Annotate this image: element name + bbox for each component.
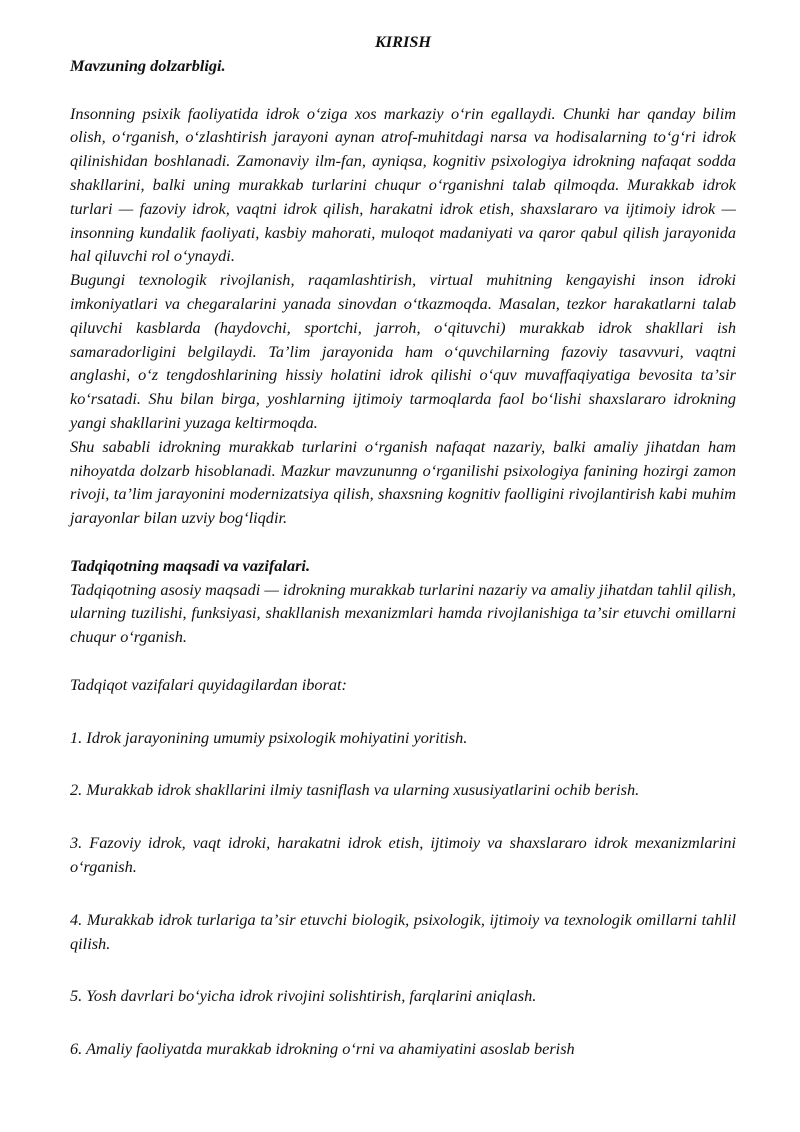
section-heading-relevance: Mavzuning dolzarbligi. — [70, 56, 226, 75]
section-heading-goals: Tadqiqotning maqsadi va vazifalari. — [70, 555, 311, 575]
list-item: 6. Amaliy faoliyatda murakkab idrokning oʻrni va ahamiyatini asoslab berish — [70, 1039, 575, 1059]
spacer — [70, 697, 736, 726]
paragraph: Shu sababli idrokning murakkab turlarini oʻrganish nafaqat nazariy, balki amaliy jihatdan ham nihoyatda dolzarb hisoblanadi. Mazkur mavzununng oʻrganilishi psixologiya fanining hozirgi zamon rivoji, taʼlim jarayonini modernizatsiya qilish, shaxsning kognitiv faolligini rivojlantirish kabi muhim jarayonlar bilan uzviy bogʻliqdir. — [70, 436, 736, 528]
spacer — [70, 649, 736, 673]
tasks-intro: Tadqiqot vazifalari quyidagilardan iborat: — [70, 674, 347, 694]
list-item: 3. Fazoviy idrok, vaqt idroki, harakatni idrok etish, ijtimoiy va shaxslararo idrok mexanizmlarini oʻrganish. — [70, 833, 736, 876]
page-title: KIRISH — [374, 32, 432, 51]
spacer — [70, 1008, 736, 1037]
spacer — [70, 530, 736, 554]
paragraph: Bugungi texnologik rivojlanish, raqamlashtirish, virtual muhitning kengayishi inson idroki imkoniyatlari va chegaralarini yanada sinovdan oʻtkazmoqda. Masalan, tezkor harakatlarni talab qiluvchi kasblarda (haydovchi, sportchi, jarroh, oʻqituvchi) murakkab idrok shakllari ish samaradorligini belgilaydi. Taʼlim jarayonida ham oʻquvchilarning fazoviy tasavvuri, vaqtni anglashi, oʻz tengdoshlarining hissiy holatini idrok qilishi oʻquv muvaffaqiyatiga bevosita taʼsir koʻrsatadi. Shu bilan birga, yoshlarning ijtimoiy tarmoqlarda faol boʻlishi shaxslararo idrokning yangi shakllarini yuzaga keltirmoqda. — [70, 270, 736, 432]
document-page — [70, 30, 736, 1061]
spacer — [70, 955, 736, 984]
spacer — [70, 78, 736, 102]
spacer — [70, 802, 736, 831]
list-item: 4. Murakkab idrok turlariga taʼsir etuvchi biologik, psixologik, ijtimoiy va texnologik omillarni tahlil qilish. — [70, 909, 736, 953]
list-item: 2. Murakkab idrok shakllarini ilmiy tasniflash va ularning xususiyatlarini ochib berish. — [70, 780, 640, 800]
list-item: 1. Idrok jarayonining umumiy psixologik mohiyatini yoritish. — [70, 727, 468, 747]
spacer — [70, 749, 736, 778]
paragraph: Insonning psixik faoliyatida idrok oʻziga xos markaziy oʻrin egallaydi. Chunki har qanday bilim olish, oʻrganish, oʻzlashtirish jarayoni aynan atrof-muhitdagi narsa va hodisalarning toʻgʻri idrok qilinishidan boshlanadi. Zamonaviy ilm-fan, ayniqsa, kognitiv psixologiya idrokning nafaqat sodda shakllarini, balki uning murakkab turlarini chuqur oʻrganishni talab qilmoqda. Murakkab idrok turlari — fazoviy idrok, vaqtni idrok qilish, harakatni idrok etish, shaxslararo va ijtimoiy idrok — insonning kundalik faoliyati, kasbiy mahorati, muloqot madaniyati va qaror qabul qilish jarayonida hal qiluvchi rol oʻynaydi. — [70, 103, 736, 266]
paragraph-goal: Tadqiqotning asosiy maqsadi — idrokning murakkab turlarini nazariy va amaliy jihatdan tahlil qilish, ularning tuzilishi, funksiyasi, shakllanish mexanizmlari hamda rivojlanishiga taʼsir etuvchi omillarni chuqur oʻrganish. — [70, 579, 736, 647]
list-item: 5. Yosh davrlari boʻyicha idrok rivojini solishtirish, farqlarini aniqlash. — [70, 986, 537, 1006]
spacer — [70, 879, 736, 908]
